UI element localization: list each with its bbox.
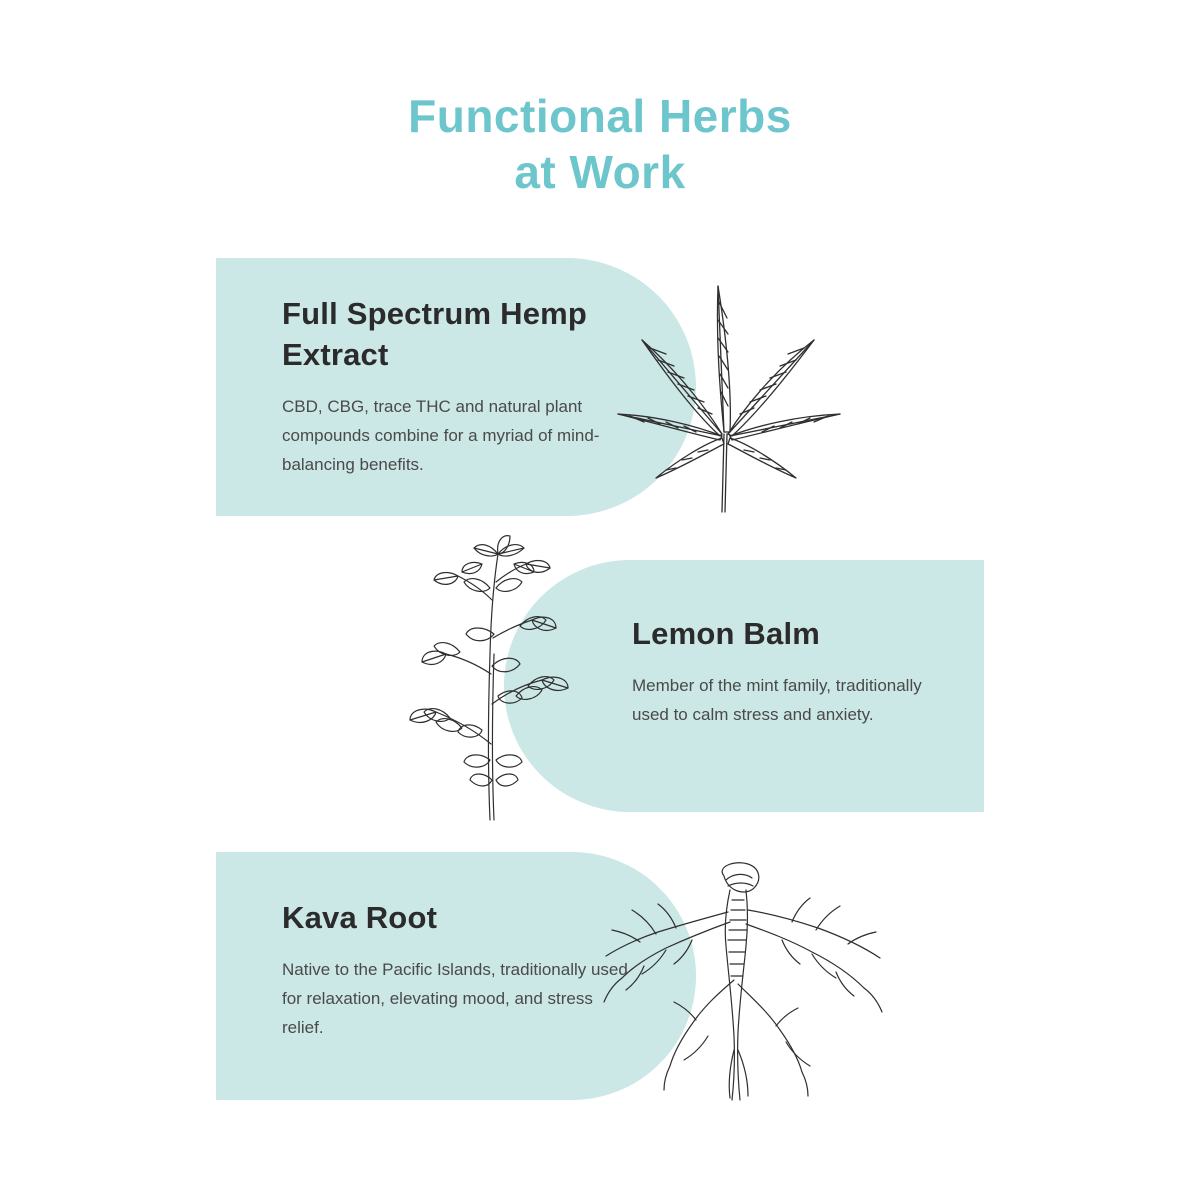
page-title-line-1: Functional Herbs <box>408 90 792 142</box>
kava-root-icon <box>596 860 896 1110</box>
card-2-body: Member of the mint family, traditionally used to calm stress and anxiety. <box>632 675 922 725</box>
page-title <box>0 88 1200 200</box>
hemp-leaf-icon <box>596 262 876 522</box>
lemon-balm-icon <box>370 534 630 830</box>
card-3-heading: Kava Root <box>282 900 438 935</box>
page-title-line-2: at Work <box>514 146 686 199</box>
card-1-heading: Full Spectrum Hemp Extract <box>282 296 588 372</box>
card-1-body: CBD, CBG, trace THC and natural plant compounds combine for a myriad of mind-balancing benefits. <box>282 396 600 475</box>
card-3-text <box>282 898 632 1043</box>
card-2-heading: Lemon Balm <box>632 616 821 651</box>
card-3-body: Native to the Pacific Islands, traditionally used for relaxation, elevating mood, and stress relief. <box>282 959 628 1038</box>
card-1-text <box>282 294 632 480</box>
card-2-text <box>632 614 962 729</box>
